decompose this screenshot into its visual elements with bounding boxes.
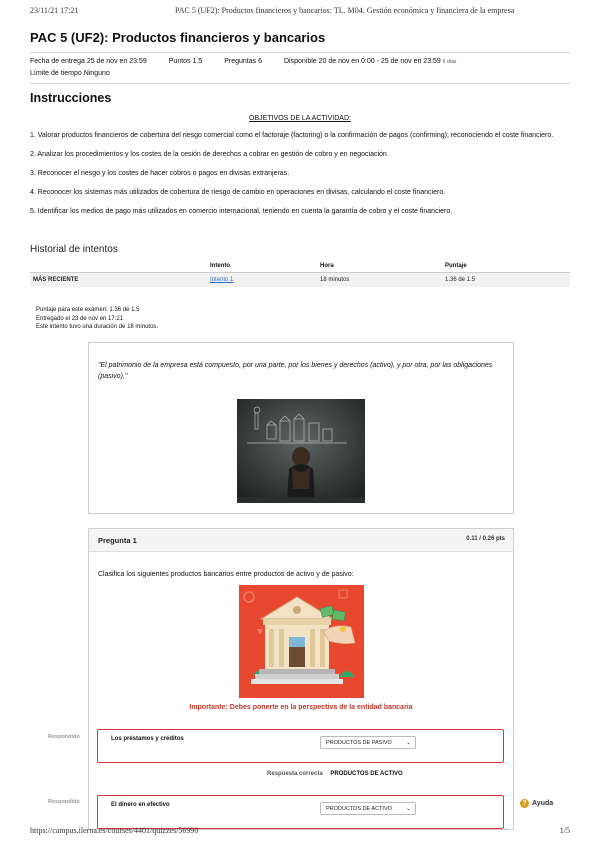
page-number: 1/5 [559,826,570,835]
answer-select[interactable]: PRODUCTOS DE ACTIVO ⌄ [320,802,416,815]
points: Puntos 1.5 [168,58,203,65]
objectives-list [30,130,570,225]
question-count: Preguntas 6 [224,58,262,65]
score-text: Puntaje para este examen: 1.36 de 1.5 [36,307,140,313]
attempt-link[interactable]: Intento 1 [210,277,234,283]
important-note: Importante: Debes ponerte en la perspectiva de la entidad bancaria [189,704,413,711]
chevron-down-icon: ⌄ [405,740,411,746]
objectives-title: OBJETIVOS DE LA ACTIVIDAD: [249,115,351,122]
quote-text: "El patrimonio de la empresa está compuesto, por una parte, por los bienes y derechos (activo), y por otra, por las obligaciones (pasivo)." [98,362,493,380]
answer-label: Los préstamos y créditos [111,736,184,742]
row-label: MÁS RECIENTE [30,273,210,288]
help-icon: ? [520,799,529,808]
bank-building-image [239,585,364,698]
time-limit: Límite de tiempo Ninguno [30,70,110,77]
attempt-history-table [30,260,570,287]
page-title: PAC 5 (UF2): Productos financieros y bancarios [30,30,326,45]
objective-item: 4. Reconocer los sistemas más utilizados de cobertura de riesgo de cambio en operaciones en divisas, calculando el coste financiero. [30,189,446,196]
score-summary [36,306,158,332]
instructions-heading: Instrucciones [30,91,112,105]
objective-item: 5. Identificar los medios de pago más utilizados en comercio internacional, teniendo en cuenta la garantía de cobro y el coste financiero. [30,208,453,215]
correct-answer-label: Respuesta correcta [267,771,323,777]
objective-item: 1. Valorar productos financieros de cobertura del riesgo comercial como el factoraje (factoring) o la confirmación de pagos (confirming), reconociendo el coste financiero. [30,132,554,139]
table-row [30,273,570,288]
question-points: 0.11 / 0.26 pts [466,536,505,542]
question-1-card [88,528,514,830]
availability: Disponible 20 de nov en 0:00 - 25 de nov en 23:59 6 días [283,58,457,65]
question-text: Clasifica los siguientes productos bancarios entre productos de activo y de pasivo: [98,571,354,578]
quiz-meta [30,52,570,84]
due-date: Fecha de entrega 25 de nov en 23:59 [30,58,147,65]
attempt-score: 1.36 de 1.5 [445,273,570,288]
quote-box [88,342,514,514]
answer-select[interactable]: PRODUCTOS DE PASIVO ⌄ [320,736,416,749]
answer-row-loans [97,729,504,763]
duration-text: Este intento tuvo una duración de 18 minutos. [36,324,159,330]
help-button[interactable]: ? Ayuda [520,799,553,808]
print-header [30,6,570,18]
question-number: Pregunta 1 [98,536,137,545]
submitted-text: Entregado el 23 de nov en 17:21 [36,315,124,322]
column-header: Hora [320,260,445,273]
answer-row-cash [97,795,504,829]
column-header: Intento [210,260,320,273]
print-title: PAC 5 (UF2): Productos financieros y bancarios: TL. M04. Gestión económica y financiera de la empresa [175,6,515,15]
question-header [89,529,513,552]
chevron-down-icon: ⌄ [405,806,411,812]
history-heading: Historial de intentos [30,244,118,255]
correct-answer [267,771,403,777]
woman-chalkboard-image [237,399,365,503]
column-header: Puntaje [445,260,570,273]
answered-label: Respondido [48,734,80,740]
correct-answer-value: PRODUCTOS DE ACTIVO [330,771,403,777]
attempt-time: 18 minutos [320,273,445,288]
objective-item: 2. Analizar los procedimientos y los costes de la cesión de derechos a cobrar en gestión de cobro y en negociación. [30,151,389,158]
print-footer [30,826,570,838]
print-date: 23/11/21 17:21 [30,6,79,15]
objective-item: 3. Reconocer el riesgo y los costes de hacer cobros o pagos en divisas extranjeras. [30,170,290,177]
print-url: https://campus.ilerna.es/courses/4401/quizzes/56990 [30,826,199,835]
column-header [30,260,210,273]
answer-label: El dinero en efectivo [111,802,170,808]
answered-label: Respondido [48,799,80,805]
